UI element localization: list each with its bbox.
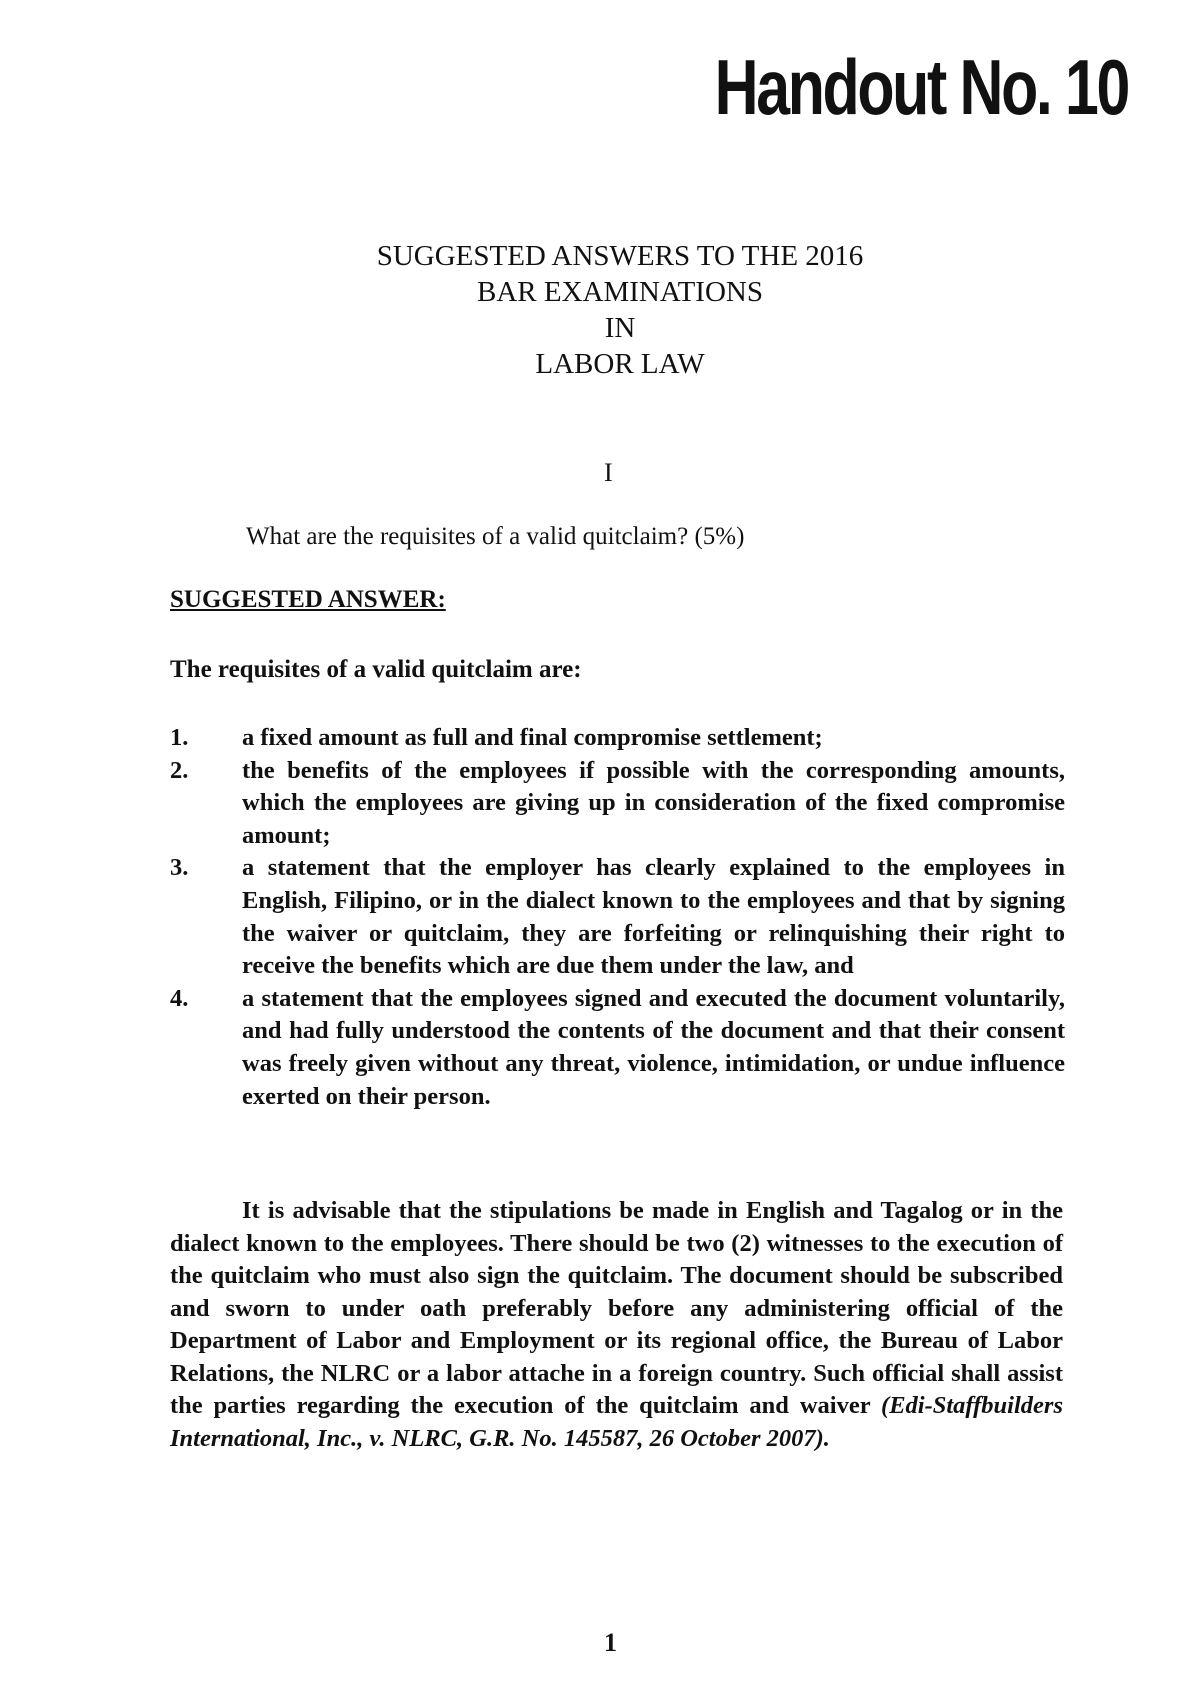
advisory-paragraph — [170, 1195, 1063, 1455]
title-line-2: BAR EXAMINATIONS — [477, 276, 763, 308]
requisites-list — [170, 722, 1065, 1113]
list-item-text: a statement that the employees signed and executed the document voluntarily, and had fully understood the contents of the document and that their consent was freely given without any threat, violence, intimidation, or undue influence exerted on their person. — [242, 984, 1065, 1110]
list-item-number: 3. — [170, 854, 189, 882]
list-item — [170, 722, 1065, 755]
case-citation: (Edi-Staffbuilders International, Inc., v. NLRC, G.R. No. 145587, 26 October 2007). — [170, 1392, 1063, 1452]
title-line-3: IN — [604, 312, 636, 344]
handout-number: Handout No. 10 — [714, 43, 1128, 131]
list-item — [170, 852, 1065, 982]
list-item-text: a fixed amount as full and final compromise settlement; — [242, 724, 823, 751]
list-item-number: 1. — [170, 724, 189, 751]
list-item — [170, 755, 1065, 853]
list-item-text: a statement that the employer has clearly explained to the employees in English, Filipino, or in the dialect known to the employees and that by signing the waiver or quitclaim, they are forfeiting or relinquishing their right to receive the benefits which are due them under the law, and — [242, 854, 1065, 980]
question-text: What are the requisites of a valid quitclaim? (5%) — [246, 523, 745, 550]
list-item-number: 4. — [170, 984, 189, 1012]
document-title — [0, 238, 1200, 382]
list-item-text: the benefits of the employees if possible with the corresponding amounts, which the employees are giving up in consideration of the fixed compromise amount; — [242, 756, 1065, 849]
page-number: 1 — [604, 1628, 617, 1657]
answer-intro: The requisites of a valid quitclaim are: — [170, 656, 582, 683]
list-item-number: 2. — [170, 756, 189, 784]
question-number: I — [604, 458, 613, 487]
paragraph-body: It is advisable that the stipulations be made in English and Tagalog or in the dialect known to the employees. There should be two (2) witnesses to the execution of the quitclaim who must also sign the quitclaim. The document should be subscribed and sworn to under oath preferably before any administering official of the Department of Labor and Employment or its regional office, the Bureau of Labor Relations, the NLRC or a labor attache in a foreign country. Such official shall assist the parties regarding the execution of the quitclaim and waiver — [170, 1197, 1063, 1419]
suggested-answer-heading: SUGGESTED ANSWER: — [170, 586, 446, 613]
title-line-1: SUGGESTED ANSWERS TO THE 2016 — [376, 240, 864, 272]
list-item — [170, 983, 1065, 1113]
title-line-4: LABOR LAW — [535, 348, 705, 380]
